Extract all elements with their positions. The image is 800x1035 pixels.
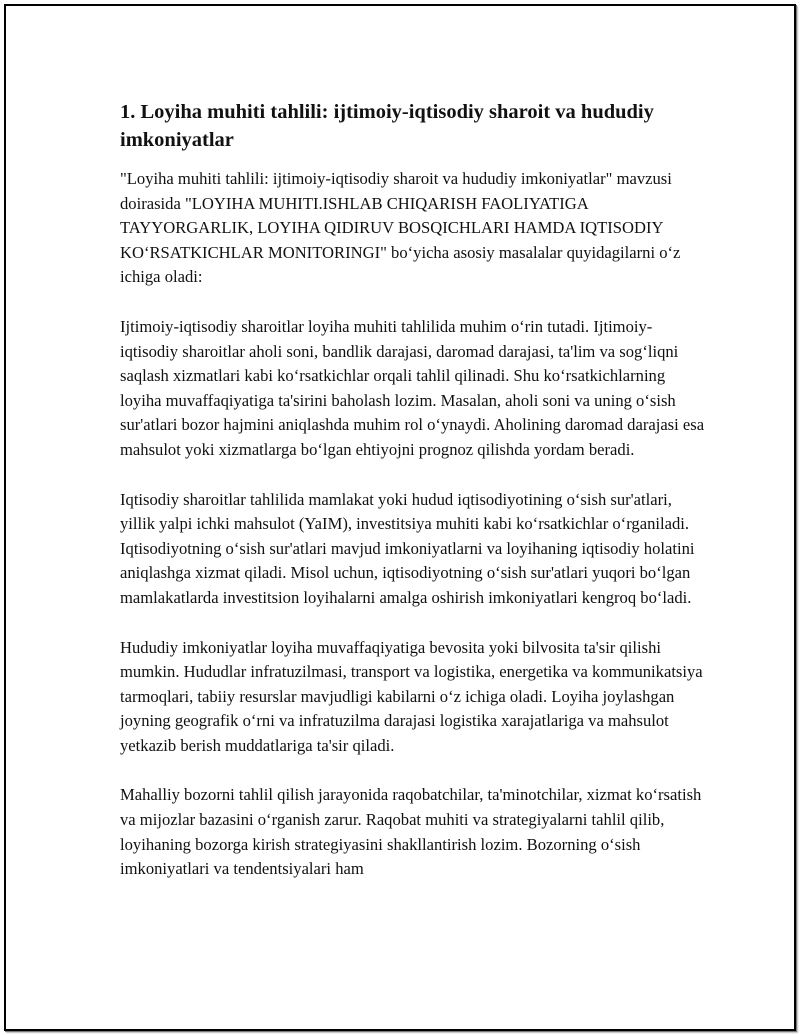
- page-content: [120, 98, 710, 907]
- document-page: [4, 4, 796, 1031]
- socioeconomic-paragraph: Ijtimoiy-iqtisodiy sharoitlar loyiha muhiti tahlilida muhim o‘rin tutadi. Ijtimoiy-iqtisodiy sharoitlar aholi soni, bandlik darajasi, daromad darajasi, ta'lim va sog‘liqni saqlash xizmatlari kabi ko‘rsatkichlar orqali tahlil qilinadi. Shu ko‘rsatkichlarning loyiha muvaffaqiyatiga ta'sirini baholash lozim. Masalan, aholi soni va uning o‘sish sur'atlari bozor hajmini aniqlashda muhim rol o‘ynaydi. Aholining daromad darajasi esa mahsulot yoki xizmatlarga bo‘lgan ehtiyojni prognoz qilishda yordam beradi.: [120, 316, 705, 459]
- intro-paragraph: "Loyiha muhiti tahlili: ijtimoiy-iqtisodiy sharoit va hududiy imkoniyatlar" mavzusi doirasida "LOYIHA MUHITI.ISHLAB CHIQARISH FAOLIYATIGA TAYYORGARLIK, LOYIHA QIDIRUV BOSQICHLARI HAMDA IQTISODIY KO‘RSATKICHLAR MONITORINGI" bo‘yicha asosiy masalalar quyidagilarni o‘z ichiga oladi:: [120, 169, 681, 287]
- economic-conditions-paragraph: Iqtisodiy sharoitlar tahlilida mamlakat yoki hudud iqtisodiyotining o‘sish sur'atlari, yillik yalpi ichki mahsulot (YaIM), investitsiya muhiti kabi ko‘rsatkichlar o‘rganiladi. Iqtisodiyotning o‘sish sur'atlari mavjud imkoniyatlarni va loyihaning iqtisodiy holatini aniqlashga xizmat qiladi. Misol uchun, iqtisodiyotning o‘sish sur'atlari yuqori bo‘lgan mamlakatlarda investitsion loyihalarni amalga oshirish imkoniyatlari kengroq bo‘ladi.: [120, 489, 695, 607]
- regional-opportunities-paragraph: Hududiy imkoniyatlar loyiha muvaffaqiyatiga bevosita yoki bilvosita ta'sir qilishi mumkin. Hududlar infratuzilmasi, transport va logistika, energetika va kommunikatsiya tarmoqlari, tabiiy resurslar mavjudligi kabilarni o‘z ichiga oladi. Loyiha joylashgan joyning geografik o‘rni va infratuzilma darajasi logistika xarajatlariga va mahsulot yetkazib berish muddatlariga ta'sir qiladi.: [120, 637, 703, 755]
- local-market-paragraph: Mahalliy bozorni tahlil qilish jarayonida raqobatchilar, ta'minotchilar, xizmat ko‘rsatish va mijozlar bazasini o‘rganish zarur. Raqobat muhiti va strategiyalarni tahlil qilib, loyihaning bozorga kirish strategiyasini shakllantirish lozim. Bozorning o‘sish imkoniyatlari va tendentsiyalari ham: [120, 785, 702, 879]
- section-heading: 1. Loyiha muhiti tahlili: ijtimoiy-iqtisodiy sharoit va hududiy imkoniyatlar: [120, 101, 654, 151]
